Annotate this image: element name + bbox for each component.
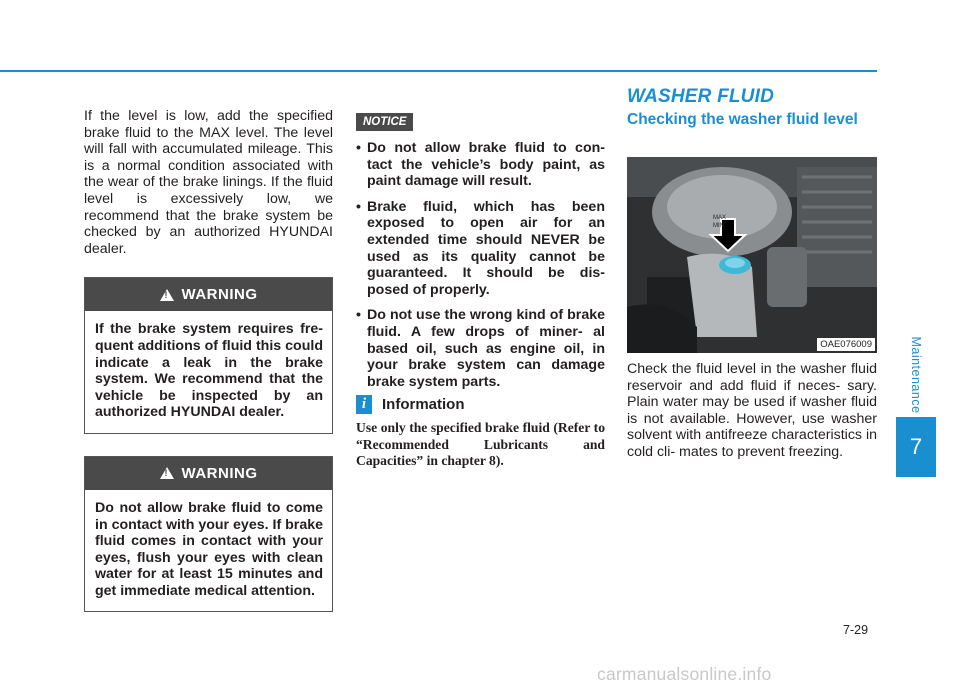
notice-item: • Do not allow brake fluid to con- tact the vehicle’s body paint, as paint damage will result. xyxy=(356,140,605,190)
warning-text: If the brake system requires fre- quent additions of fluid this could indicate a leak in the brake system. We recommend that the vehicle be inspected by an authorized HYUNDAI dealer. xyxy=(95,321,323,421)
warning-header xyxy=(85,278,332,311)
information-title: Information xyxy=(382,396,465,413)
warning-header xyxy=(85,457,332,490)
chapter-label-text: Maintenance xyxy=(909,336,923,414)
warning-triangle-icon xyxy=(160,467,174,479)
left-column xyxy=(84,108,333,612)
chapter-tab: 7 xyxy=(896,417,936,477)
page-number: 7-29 xyxy=(843,623,869,637)
min-mark: MIN xyxy=(713,223,724,229)
information-header xyxy=(356,395,465,414)
warning-label: WARNING xyxy=(181,286,258,304)
warning-text: Do not allow brake fluid to come in contact with your eyes. If brake fluid comes in contact with your eyes, flush your eyes with clean water for at least 15 minutes and get immediate medical attention. xyxy=(95,499,323,599)
notice-badge: NOTICE xyxy=(356,113,413,131)
washer-check-text: Check the fluid level in the washer fluid reservoir and add fluid if neces- sary. Plain water may be used if washer fluid is not available. However, use washer solvent with antifreeze characteristics in cold cli- mates to prevent freezing. xyxy=(627,361,877,460)
max-mark: MAX xyxy=(713,215,727,221)
warning-box-leak xyxy=(84,277,333,434)
warning-label: WARNING xyxy=(181,464,258,482)
brake-fluid-intro: If the level is low, add the specified brake fluid to the MAX level. The level will fall with accumulated mileage. This is a normal condition associated with the wear of the brake linings. If the fluid level is excessively low, we recommend that the brake system be checked by an authorized HYUNDAI dealer. xyxy=(84,108,333,257)
washer-reservoir-photo xyxy=(627,157,877,353)
engine-bay-illustration xyxy=(627,157,877,353)
notice-item: • Do not use the wrong kind of brake fluid. A few drops of miner- al based oil, such as engine oil, in your brake system can damage brake system parts. xyxy=(356,307,605,390)
subsection-title: Checking the washer fluid level xyxy=(627,111,858,128)
chapter-label xyxy=(909,336,923,414)
info-icon: i xyxy=(356,395,372,414)
notice-item: • Brake fluid, which has been exposed to open air for an extended time should NEVER be used as its quality cannot be guaranteed. It should be dis- posed of properly. xyxy=(356,199,605,299)
photo-code: OAE076009 xyxy=(817,338,875,351)
right-column-text xyxy=(627,361,877,461)
information-text: Use only the specified brake fluid (Refer to “Recommended Lubricants and Capacities” in chapter 8). xyxy=(356,420,605,469)
notice-list xyxy=(356,140,605,399)
warning-triangle-icon xyxy=(160,289,174,301)
warning-box-eyes xyxy=(84,456,333,613)
top-rule xyxy=(0,70,877,72)
section-title: WASHER FLUID xyxy=(627,86,775,107)
watermark: carmanualsonline.info xyxy=(597,664,772,684)
